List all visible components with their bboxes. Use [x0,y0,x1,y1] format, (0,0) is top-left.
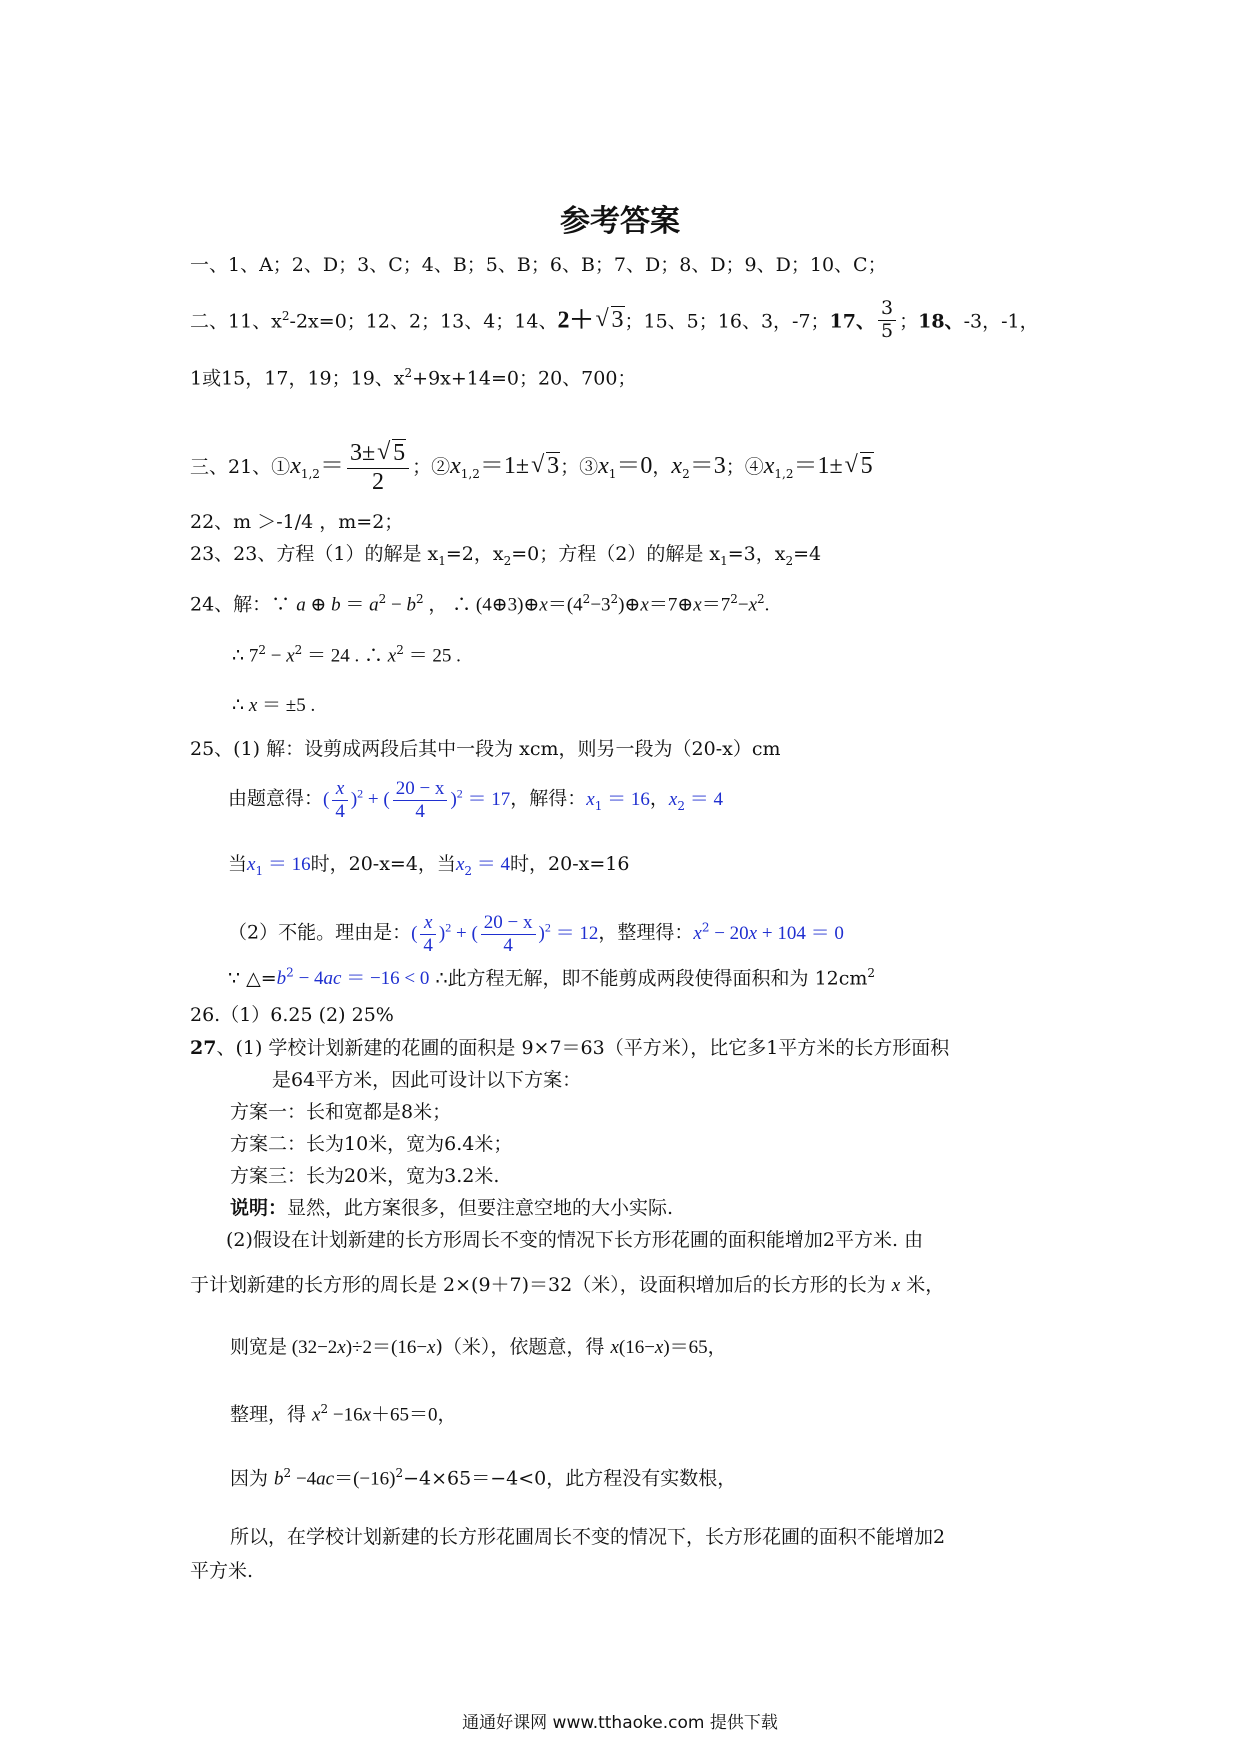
math-text: ＋65＝0， [371,1404,457,1426]
subscript: 2 [682,466,690,481]
text: 24、解：∵ [190,593,297,616]
text: （2）不能。理由是： [228,921,412,944]
q25-line-4 [228,912,844,957]
text: =3，x [727,543,786,565]
math-var: b [406,594,417,616]
text: 米， [900,1274,945,1296]
math-text: − [737,594,749,616]
superscript: 2 [378,592,387,606]
math-var: a [296,594,306,616]
q27-line-10 [230,1402,457,1427]
math-text: 1± [503,453,530,480]
math-text: − 4 [293,968,324,990]
text: 因为 [230,1467,275,1490]
math-text: ＝ 17 [462,788,511,810]
section-1-answers: 一、1、A；2、D；3、C；4、B；5、B；6、B；7、D；8、D；9、D；10、C； [190,254,887,276]
fraction [393,778,448,823]
subscript: 1,2 [774,466,794,481]
numerator: 20 − x [393,778,448,801]
math-var: x [290,453,301,480]
math-text: + [451,922,472,944]
q24-line-2 [232,643,461,668]
text: 18、 [918,310,964,333]
math-text: ＝ 16 [602,788,650,810]
denominator: 2 [372,468,385,495]
fraction [332,778,348,823]
math-text: ＝ [340,594,370,616]
superscript: 2 [283,1466,292,1480]
fraction [878,298,896,343]
math-var: b [331,594,341,616]
superscript: 2 [416,592,424,606]
circled-number: ④ [744,456,764,479]
sqrt-symbol [845,452,874,481]
superscript: 2 [294,643,303,657]
section-2-line-2 [190,366,636,390]
text: 由题意得： [228,787,324,810]
math-text: ＝7⊕ [648,594,694,616]
math-text: ∴ 7 [232,645,259,667]
text: -3，-1， [963,310,1039,333]
subscript: 1 [438,553,446,568]
math-text: ＝(−16) [334,1468,396,1490]
math-text: + [363,788,384,810]
superscript: 2 [395,1466,404,1480]
equals-sign: ＝ [319,453,344,480]
math-text: 1± [817,453,843,480]
math-text: −3 [590,594,611,616]
math-text: ＝ 16 [263,854,311,875]
math-var: x [286,645,295,667]
discriminant [277,967,430,989]
math-text: −4 [291,1468,317,1490]
superscript: 2 [456,786,463,801]
text: 于计划新建的长方形的周长是 2×(9＋7)＝32（米），设面积增加后的长方形的长为 [190,1274,892,1296]
fraction [420,912,436,957]
q27-line-7: (2)假设在计划新建的长方形周长不变的情况下长方形花圃的面积能增加2平方米. 由 [226,1229,924,1251]
math-text: ＝ 24 . ∴ [302,645,388,667]
text: ，整理得： [598,921,694,944]
math-text: ＝ −16 < 0 [341,968,430,990]
q24-line-3 [232,694,315,718]
math-text: )÷2＝(16− [345,1337,428,1358]
superscript: 2 [281,309,290,324]
section-3-q21 [190,440,874,496]
denominator: 4 [415,800,425,822]
q27-plan-3: 方案三：长为20米，宽为3.2米. [230,1165,500,1187]
q22-answer: 22、m ＞-1/4 ，m=2； [190,511,404,533]
solution [247,853,311,878]
text: ；15、5；16、3，-7； [624,310,830,333]
text: −4×65＝−4<0，此方程没有实数根， [403,1467,737,1490]
q27-note [230,1197,673,1220]
q27-plan-1: 方案一：长和宽都是8米； [230,1101,452,1123]
radicand: 5 [860,453,873,480]
math-var: x [455,854,465,875]
text: ； [899,310,919,333]
superscript: 2 [258,643,266,657]
text: 17、 [829,310,875,333]
superscript: 2 [445,920,452,935]
q27-line-2: 是64平方米，因此可设计以下方案： [272,1069,582,1091]
superscript: 2 [582,592,591,606]
text: 时，20-x=16 [510,853,630,875]
math-var: b [276,968,287,990]
math-var: x [891,1275,901,1296]
subscript: 2 [785,553,794,568]
subscript: 2 [464,863,473,878]
numerator: 20 − x [481,912,536,935]
math-var: x [450,453,461,480]
math-var: ac [316,1468,335,1490]
subscript: 1 [594,798,603,813]
equation: ( $\frac{x}{4}$ )$^2$ + ( $\frac{20 - x}{4}$ )$^2$ ＝ 12 [411,912,599,956]
subscript: 1 [608,466,617,481]
q27-line-13: 平方米. [190,1560,254,1582]
math-var: a [369,594,379,616]
radicand: 5 [393,440,406,466]
math-var: x [586,788,595,810]
text: ，解得： [510,787,587,810]
text: 当 [228,853,248,875]
text: 3± [349,440,376,466]
fraction [481,912,536,957]
note-label: 说明： [230,1197,288,1219]
q25-line-1: 25、(1) 解：设剪成两段后其中一段为 xcm，则另一段为（20-x）cm [190,738,781,760]
math-text: 3 [713,453,726,480]
text: ； [560,456,580,479]
text: ； [725,456,745,479]
subscript: 1,2 [300,466,320,481]
q27-line-1 [190,1037,949,1060]
math-var: x [693,594,702,616]
math-text: ， ∴ (4⊕3)⊕ [423,594,540,616]
math-var: x [654,1337,664,1358]
math-var: x [748,922,758,944]
math-var: x [640,594,649,616]
math-text: ⊕ [305,594,332,616]
superscript: 2 [404,366,413,380]
text: ； [412,456,432,479]
circled-number: ③ [579,456,599,479]
math-text: − [265,645,287,667]
text: 、(1) 学校计划新建的花圃的面积是 9×7＝63（平方米），比它多1平方米的长方形面积 [216,1037,950,1059]
equals-sign: ＝ [689,453,714,480]
solution [586,788,650,813]
math-text: ＝(4 [547,594,583,616]
text: +9x+14=0；20、700； [412,367,637,390]
q23-answer [190,543,821,568]
math-text: 0 [640,453,653,480]
math-text: 2＋ [557,307,594,334]
superscript: 2 [867,966,876,980]
denominator: 4 [423,934,433,956]
math-var: ac [323,968,342,990]
text: )（米），依题意，得 [435,1336,611,1358]
math-var: x [427,1337,436,1358]
footer-credit: 通通好课网 www.tthaoke.com 提供下载 [462,1713,778,1733]
math-var: x [362,1404,372,1426]
text: ， [649,787,669,810]
superscript: 2 [610,592,619,606]
superscript: 2 [730,592,738,606]
q27-line-9 [230,1336,727,1360]
text: =4 [793,543,822,565]
q27-line-8 [190,1274,944,1298]
text: -2x=0；12、2；13、4；14、 [289,310,558,333]
text: ∴此方程无解，即不能剪成两段使得面积和为 12cm [429,967,868,990]
equals-sign: ＝ [479,453,504,480]
text: 整理，得 [230,1403,313,1426]
math-text: . [764,594,770,616]
text: 二、11、x [190,310,282,333]
math-var: x [610,1337,619,1358]
math-text: )⊕ [618,594,641,616]
text: =2，x [445,543,504,565]
math-var: x [748,594,758,616]
q27-plan-2: 方案二：长为10米，宽为6.4米； [230,1133,513,1155]
math-text: (16− [618,1337,655,1358]
math-text: ∴ [232,695,249,716]
superscript: 2 [701,920,710,935]
q25-line-5 [228,966,875,991]
subscript: 1 [720,553,728,568]
math-var: x [668,788,678,810]
math-text: ＝ 4 [684,788,723,810]
section-2-line-1 [190,297,1039,345]
subscript: 1,2 [460,466,480,481]
math-text: + 104 ＝ 0 [757,922,844,944]
math-var: x [693,922,702,944]
math-var: x [247,854,256,875]
math-text: )＝65， [663,1337,727,1358]
equation [693,922,843,944]
q26-answer: 26.（1）6.25 (2) 25% [190,1004,394,1026]
numerator: x [420,912,436,935]
sqrt-symbol [531,452,560,481]
text: ∵ △= [228,967,277,990]
solution [455,853,511,878]
text: 三、21、① [190,456,291,479]
subscript: 2 [677,798,685,813]
math-var: x [312,1404,321,1426]
q25-line-2 [228,778,723,823]
denominator: 5 [881,319,894,342]
radicand: 3 [547,453,560,480]
math-text: − [386,594,407,616]
math-var: x [598,453,609,480]
equals-sign: ＝ [616,453,641,480]
solution [668,788,723,813]
numerator [347,440,409,469]
superscript: 2 [357,786,364,801]
q24-line-1 [190,592,769,617]
math-text: ＝ ±5 . [257,695,316,716]
math-var: x [248,695,258,716]
math-var: x [387,645,397,667]
equals-sign: ＝ [793,453,818,480]
fraction [347,440,409,496]
math-text: ＝7 [701,594,731,616]
text: 23、23、方程（1）的解是 x [190,543,439,565]
q27-line-12: 所以，在学校计划新建的长方形花圃周长不变的情况下，长方形花圃的面积不能增加2 [230,1526,946,1548]
numerator: x [332,778,348,801]
text: 27 [190,1037,217,1059]
q25-line-3 [228,853,629,878]
denominator: 4 [335,800,345,822]
circled-number: ② [431,456,451,479]
q27-line-11 [230,1466,736,1491]
superscript: 2 [320,1402,329,1416]
superscript: 2 [544,920,551,935]
page-title: 参考答案 [560,204,680,239]
math-var: x [763,453,775,480]
math-var: x [539,594,548,616]
text: 时，20-x=4，当 [310,853,456,875]
math-text: ＝ 12 [550,922,599,944]
subscript: 2 [503,553,512,568]
superscript: 2 [757,592,765,606]
equation: ( $\frac{x}{4}$ )$^2$ + ( $\frac{20 - x}{4}$ )$^2$ ＝ 17 [323,778,511,822]
sqrt-symbol [377,440,406,468]
math-text: − 20 [709,922,749,944]
math-var: b [274,1468,284,1490]
radicand: 3 [611,307,624,334]
text: ， [652,456,672,479]
math-var: x [337,1337,346,1358]
superscript: 2 [396,643,404,657]
denominator: 4 [503,934,513,956]
superscript: 2 [286,966,294,980]
math-text: ＝ 4 [472,854,511,875]
numerator: 3 [878,298,896,321]
math-text: 则宽是 (32−2 [230,1337,338,1358]
text: 1或15，17，19；19、x [190,367,405,390]
math-text: −16 [328,1404,363,1426]
text: 显然，此方案很多，但要注意空地的大小实际. [287,1197,674,1219]
math-text: ＝ 25 . [403,645,461,667]
text: =0；方程（2）的解是 x [511,543,721,565]
math-var: x [671,453,683,480]
sqrt-symbol [596,306,625,335]
subscript: 1 [255,863,264,878]
